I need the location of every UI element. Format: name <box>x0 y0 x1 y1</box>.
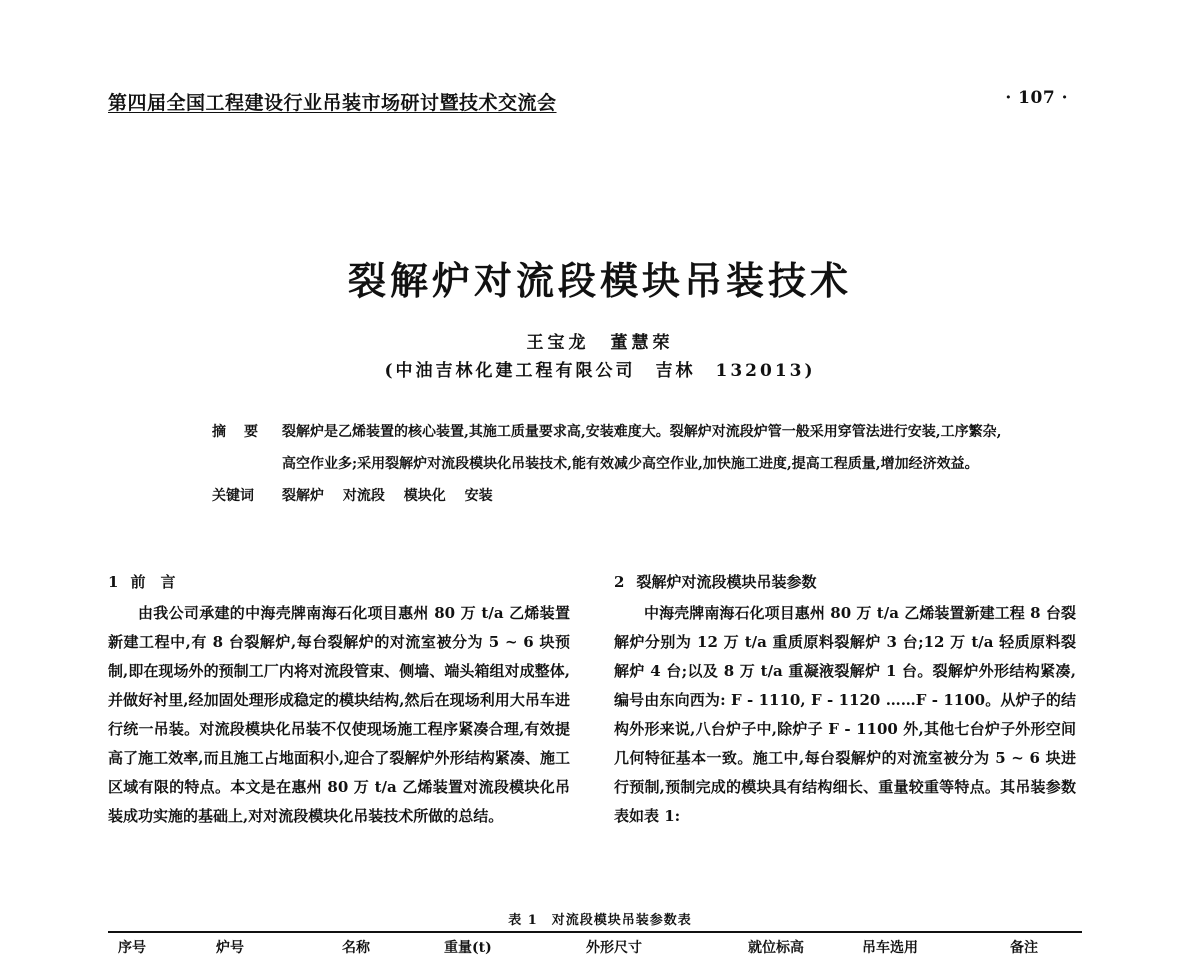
table-number: 表 1 <box>508 913 538 928</box>
table-header-cell: 序号 <box>118 940 146 956</box>
table-top-rule <box>108 931 1082 933</box>
table-header-cell: 炉号 <box>216 940 244 956</box>
section-number: 1 <box>108 573 119 591</box>
table-caption-text: 对流段模块吊装参数表 <box>551 913 692 928</box>
abstract-block <box>212 416 1012 512</box>
abstract-text: 裂解炉是乙烯装置的核心装置,其施工质量要求高,安装难度大。裂解炉对流段炉管一般采用穿管法进行安装,工序繁杂,高空作业多;采用裂解炉对流段模块化吊装技术,能有效减少高空作业,加快施工进度,提高工程质量,增加经济效益。 <box>282 424 1002 472</box>
section-paragraph: 由我公司承建的中海壳牌南海石化项目惠州 80 万 t/a 乙烯装置新建工程中,有 8 台裂解炉,每台裂解炉的对流室被分为 5 ~ 6 块预制,即在现场外的预制工厂内将对流段管束、侧墙、端头箱组对成整体,并做好衬里,经加固处理形成稳定的模块结构,然后在现场利用大吊车进行统一吊装。对流段模块化吊装不仅使现场施工程序紧凑合理,有效提高了施工效率,而且施工占地面积小,迎合了裂解炉外形结构紧凑、施工区域有限的特点。本文是在惠州 80 万 t/a 乙烯装置对流段模块化吊装成功实施的基础上,对对流段模块化吊装技术所做的总结。 <box>108 604 570 825</box>
keyword: 安装 <box>464 488 493 504</box>
table-header-cell: 备注 <box>1010 940 1038 956</box>
keyword: 对流段 <box>342 488 385 504</box>
authors: 王宝龙 董慧荣 <box>526 333 674 353</box>
table-header-cell: 就位标高 <box>748 940 804 956</box>
table-header-cell: 名称 <box>342 940 370 956</box>
affiliation: (中油吉林化建工程有限公司 吉林 132013) <box>384 361 816 381</box>
section-title: 前 言 <box>130 573 176 591</box>
section-paragraph: 中海壳牌南海石化项目惠州 80 万 t/a 乙烯装置新建工程 8 台裂解炉分别为 12 万 t/a 重质原料裂解炉 3 台;12 万 t/a 轻质原料裂解炉 4 台;以及 8 万 t/a 重凝液裂解炉 1 台。裂解炉外形结构紧凑,编号由东向西为: F - 1110, F - 1120 ……F - 1100。从炉子的结构外形来说,八台炉子中,除炉子 F - 1100 外,其他七台炉子外形空间几何特征基本一致。施工中,每台裂解炉的对流室被分为 5 ~ 6 块进行预制,预制完成的模块具有结构细长、重量较重等特点。其吊装参数表如表 1: <box>614 604 1076 825</box>
table-header-row <box>108 937 1082 957</box>
paper-title: 裂解炉对流段模块吊装技术 <box>347 258 852 303</box>
keyword: 模块化 <box>403 488 446 504</box>
section-introduction <box>108 568 570 831</box>
section-title: 裂解炉对流段模块吊装参数 <box>636 573 817 591</box>
table-caption <box>0 909 1200 928</box>
table-header-cell: 重量(t) <box>444 940 492 956</box>
keywords-row <box>212 480 1012 512</box>
section-number: 2 <box>614 573 625 591</box>
abstract-label: 摘要 <box>212 424 276 440</box>
page-number: · 107 · <box>1005 88 1068 108</box>
conference-title: 第四届全国工程建设行业吊装市场研讨暨技术交流会 <box>108 92 557 114</box>
section-heading <box>614 568 1076 597</box>
keywords-list <box>282 480 507 512</box>
table-header-cell: 外形尺寸 <box>586 940 642 956</box>
running-header <box>108 88 1068 115</box>
keyword: 裂解炉 <box>282 488 324 504</box>
section-heading <box>108 568 570 597</box>
table-header-cell: 吊车选用 <box>862 940 918 956</box>
section-parameters <box>614 568 1076 831</box>
keywords-label: 关键词 <box>212 488 254 504</box>
